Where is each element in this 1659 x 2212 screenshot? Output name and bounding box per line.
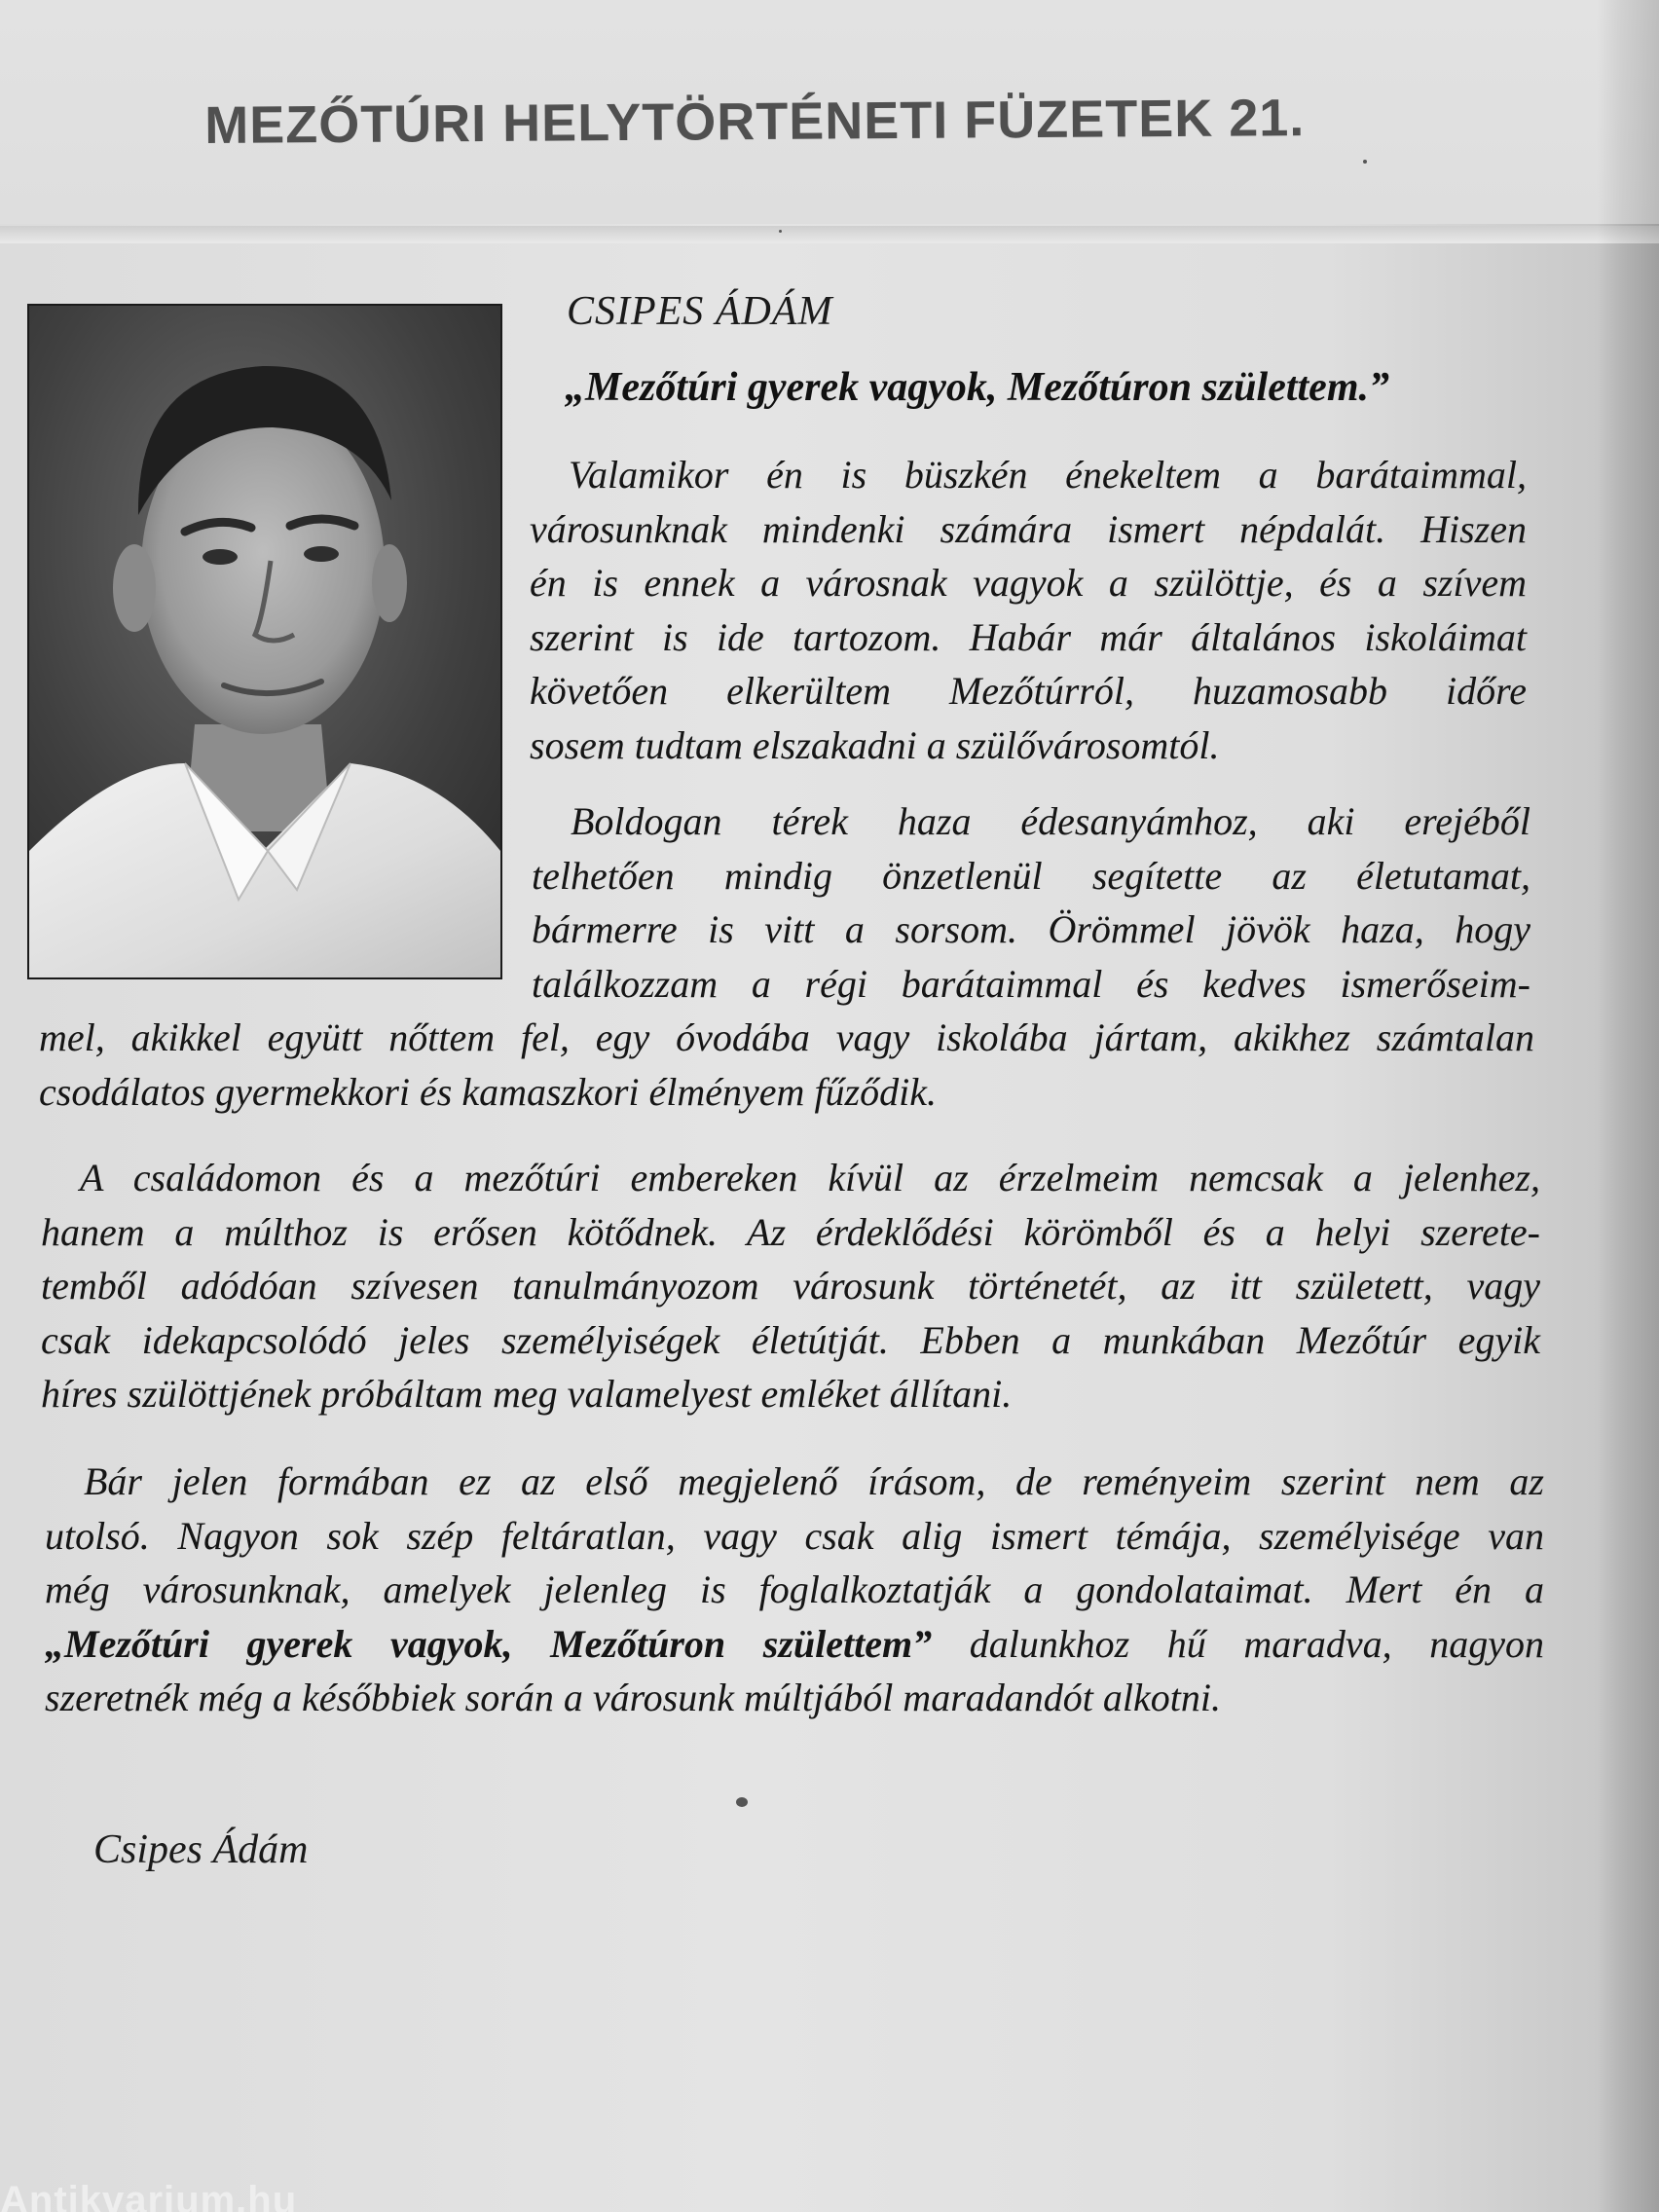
paragraph-line: sosem tudtam elszakadni a szülővárosomtól. [530,722,1220,767]
paragraph-line: híres szülöttjének próbáltam meg valamelyest emléket állítani. [41,1372,1013,1416]
quote-title: „Mezőtúri gyerek vagyok, Mezőtúron születtem.” [565,365,1389,410]
paragraph-1 [530,448,1527,772]
paragraph-line: utolsó. Nagyon sok szép feltáratlan, vagy csak alig ismert témája, személyisége van [45,1513,1544,1558]
paragraph-line: A családomon és a mezőtúri embereken kívül az érzelmeim nemcsak a jelenhez, [80,1156,1540,1199]
paragraph-line: mel, akikkel együtt nőttem fel, egy óvodába vagy iskolába jártam, akikhez számtalan [39,1015,1534,1059]
paragraph-2-narrow [532,794,1530,1011]
paragraph-line: telhetően mindig önzetlenül segítette az életutamat, [532,853,1530,898]
header-divider [0,226,1659,243]
paragraph-4 [45,1455,1544,1725]
paragraph-line: még városunknak, amelyek jelenleg is foglalkoztatják a gondolataimat. Mert én a [45,1567,1544,1611]
paragraph-3 [41,1151,1540,1421]
paragraph-line: Bár jelen formában ez az első megjelenő írásom, de reményeim szerint nem az [84,1459,1544,1503]
watermark-text: Antikvarium.hu [0,2179,298,2212]
paragraph-line: Boldogan térek haza édesanyámhoz, aki erejéből [571,799,1530,843]
paragraph-line: hanem a múlthoz is erősen kötődnek. Az érdeklődési körömből és a helyi szerete- [41,1209,1540,1254]
paragraph-2-wide [39,1011,1534,1119]
paragraph-line-tail: dalunkhoz hű maradva, nagyon [932,1621,1544,1666]
bold-song-title: „Mezőtúri gyerek vagyok, Mezőtúron születtem” [45,1621,933,1666]
paragraph-line: szerint is ide tartozom. Habár már általános iskoláimat [530,614,1527,659]
paper-speck [779,230,782,233]
paragraph-line-with-quote [45,1617,1544,1672]
paragraph-line: városunknak mindenki számára ismert népdalát. Hiszen [530,506,1527,551]
paragraph-line: csodálatos gyermekkori és kamaszkori élményem fűződik. [39,1069,937,1114]
portrait-illustration [29,306,500,977]
page-fold-shadow [1597,0,1659,2212]
paragraph-line: Valamikor én is büszkén énekeltem a barátaimmal, [569,453,1527,497]
paragraph-line: temből adódóan szívesen tanulmányozom városunk történetét, az itt született, vagy [41,1264,1540,1308]
paper-speck [1363,160,1367,164]
author-signature: Csipes Ádám [93,1827,309,1872]
paragraph-line: szeretnék még a későbbiek során a városunk múltjából maradandót alkotni. [45,1676,1221,1719]
paragraph-line: bármerre is vitt a sorsom. Örömmel jövök haza, hogy [532,907,1530,951]
author-heading: CSIPES ÁDÁM [567,289,833,334]
author-portrait-photo [27,304,502,979]
paragraph-line: én is ennek a városnak vagyok a szülöttje, és a szívem [530,561,1527,605]
paper-speck [736,1797,748,1807]
series-title: MEZŐTÚRI HELYTÖRTÉNETI FÜZETEK 21. [204,89,1306,155]
paragraph-line: követően elkerültem Mezőtúrról, huzamosabb időre [530,669,1527,713]
paragraph-line: csak idekapcsolódó jeles személyiségek életútját. Ebben a munkában Mezőtúr egyik [41,1317,1540,1362]
paragraph-line: találkozzam a régi barátaimmal és kedves ismerőseim- [532,961,1530,1006]
